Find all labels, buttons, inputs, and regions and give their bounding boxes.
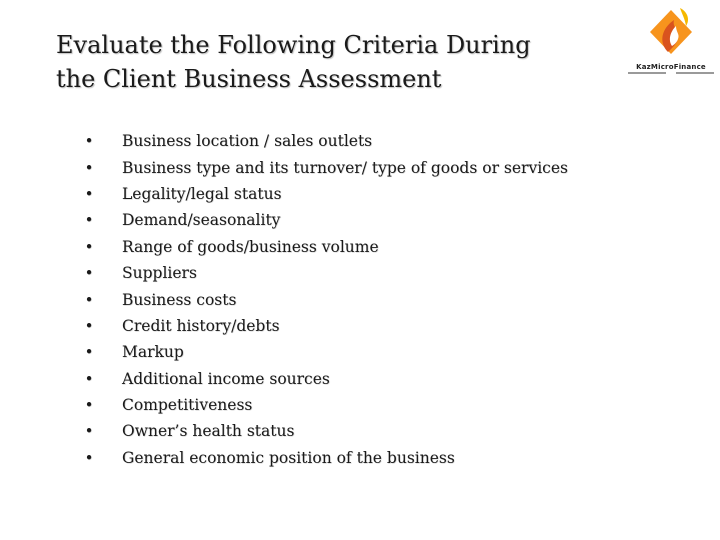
- list-item-text: Owner’s health status: [122, 422, 295, 441]
- bullet: •: [84, 158, 94, 177]
- list-item-text: Demand/seasonality: [122, 211, 281, 230]
- list-item-text: Range of goods/business volume: [122, 237, 379, 256]
- logo-tagline-right: [676, 72, 714, 74]
- flame-diamond-logo-icon: [628, 6, 714, 62]
- slide-title-line-1: Evaluate the Following Criteria During: [56, 31, 531, 59]
- slide-title-line-2: the Client Business Assessment: [56, 65, 442, 93]
- list-item-text: Markup: [122, 343, 184, 362]
- bullet: •: [84, 132, 94, 151]
- bullet: •: [84, 369, 94, 388]
- bullet: •: [84, 396, 94, 415]
- list-item-text: Business costs: [122, 290, 237, 309]
- bullet: •: [84, 237, 94, 256]
- logo-tagline: [628, 72, 714, 74]
- bullet: •: [84, 184, 94, 203]
- bullet: •: [84, 448, 94, 467]
- bullet: •: [84, 316, 94, 335]
- list-item-text: Suppliers: [122, 264, 197, 283]
- list-item-text: Business location / sales outlets: [122, 132, 373, 151]
- bullet: •: [84, 211, 94, 230]
- bullet: •: [84, 264, 94, 283]
- logo-wordmark: KazMicroFinance: [636, 63, 706, 71]
- bullet: •: [84, 290, 94, 309]
- logo-tagline-left: [628, 72, 666, 74]
- list-item-text: Competitiveness: [122, 396, 253, 415]
- list-item-text: Business type and its turnover/ type of goods or services: [122, 158, 568, 177]
- slide-title: [56, 28, 576, 96]
- list-item-text: Additional income sources: [122, 369, 330, 388]
- list-item-text: Legality/legal status: [122, 184, 282, 203]
- list-item-text: Credit history/debts: [122, 316, 280, 335]
- bullet: •: [84, 343, 94, 362]
- bullet: •: [84, 422, 94, 441]
- company-logo: [628, 6, 714, 78]
- list-item-text: General economic position of the business: [122, 448, 455, 467]
